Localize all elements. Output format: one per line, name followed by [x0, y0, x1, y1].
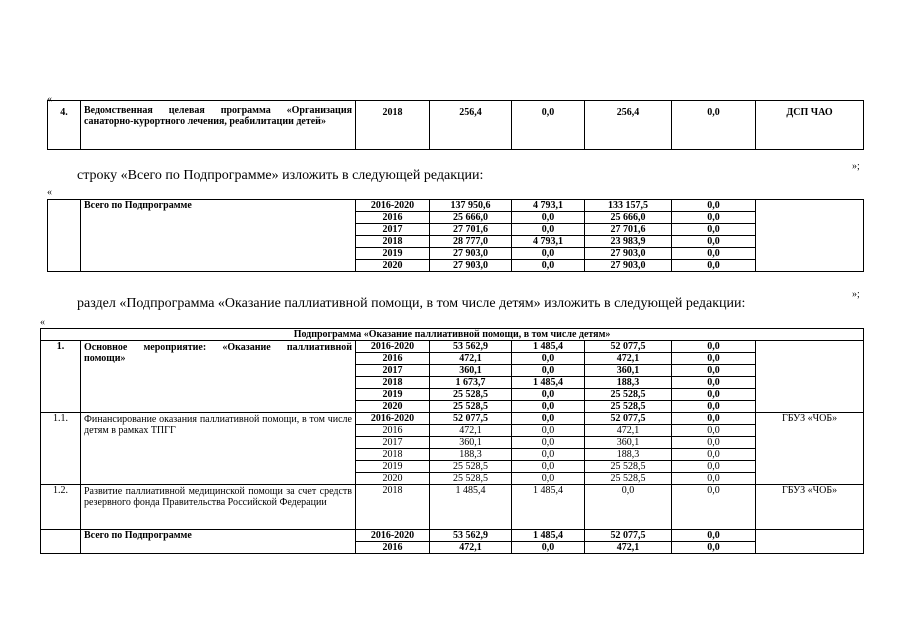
year-cell: 2017 [356, 365, 430, 377]
other-cell: 0,0 [672, 224, 756, 236]
row-description: Ведомственная целевая программа «Организация санаторно-курортного лечения, реабилитации детей» [81, 101, 356, 150]
federal-cell: 0,0 [512, 248, 585, 260]
row-number: 1. [41, 341, 81, 413]
other-cell: 0,0 [672, 473, 756, 485]
empty-number-cell [48, 200, 81, 272]
regional-cell: 25 528,5 [585, 401, 672, 413]
other-cell: 0,0 [672, 425, 756, 437]
other-cell: 0,0 [672, 341, 756, 353]
federal-cell: 1 485,4 [512, 485, 585, 530]
regional-cell: 360,1 [585, 437, 672, 449]
total-cell: 472,1 [430, 425, 512, 437]
federal-cell: 0,0 [512, 353, 585, 365]
year-cell: 2016 [356, 542, 430, 554]
paragraph-replace-section: раздел «Подпрограмма «Оказание паллиативной помощи, в том числе детям» изложить в следующей редакции: [77, 296, 746, 311]
federal-cell: 0,0 [512, 413, 585, 425]
other-cell: 0,0 [672, 101, 756, 150]
empty-executor-cell [756, 341, 864, 413]
federal-cell: 4 793,1 [512, 200, 585, 212]
other-cell: 0,0 [672, 365, 756, 377]
table-palliative-subprogram [40, 328, 864, 554]
empty-number-cell [41, 530, 81, 554]
year-cell: 2018 [356, 236, 430, 248]
regional-cell: 52 077,5 [585, 341, 672, 353]
other-cell: 0,0 [672, 236, 756, 248]
total-cell: 25 528,5 [430, 461, 512, 473]
total-cell: 53 562,9 [430, 341, 512, 353]
open-quote-2: « [47, 187, 52, 198]
federal-cell: 0,0 [512, 401, 585, 413]
table-row [41, 329, 864, 341]
other-cell: 0,0 [672, 389, 756, 401]
regional-cell: 52 077,5 [585, 413, 672, 425]
close-quote-2: »; [852, 289, 860, 300]
federal-cell: 0,0 [512, 542, 585, 554]
regional-cell: 52 077,5 [585, 530, 672, 542]
regional-cell: 188,3 [585, 449, 672, 461]
year-cell: 2017 [356, 437, 430, 449]
total-cell: 27 701,6 [430, 224, 512, 236]
year-cell: 2016-2020 [356, 413, 430, 425]
table-row [48, 101, 864, 150]
row-number: 4. [48, 101, 81, 150]
other-cell: 0,0 [672, 200, 756, 212]
other-cell: 0,0 [672, 530, 756, 542]
regional-cell: 27 903,0 [585, 248, 672, 260]
executor-cell: ДСП ЧАО [756, 101, 864, 150]
total-cell: 25 528,5 [430, 401, 512, 413]
federal-cell: 0,0 [512, 425, 585, 437]
other-cell: 0,0 [672, 248, 756, 260]
other-cell: 0,0 [672, 461, 756, 473]
year-cell: 2018 [356, 101, 430, 150]
regional-cell: 25 528,5 [585, 389, 672, 401]
total-cell: 360,1 [430, 365, 512, 377]
row-description: Основное мероприятие: «Оказание паллиативной помощи» [81, 341, 356, 413]
table-row [41, 413, 864, 425]
year-cell: 2018 [356, 485, 430, 530]
year-cell: 2017 [356, 224, 430, 236]
other-cell: 0,0 [672, 485, 756, 530]
total-cell: 472,1 [430, 353, 512, 365]
federal-cell: 0,0 [512, 365, 585, 377]
row-number: 1.1. [41, 413, 81, 485]
year-cell: 2020 [356, 401, 430, 413]
other-cell: 0,0 [672, 260, 756, 272]
total-cell: 52 077,5 [430, 413, 512, 425]
total-cell: 188,3 [430, 449, 512, 461]
close-quote-1: »; [852, 161, 860, 172]
year-cell: 2019 [356, 461, 430, 473]
subprogram-header: Подпрограмма «Оказание паллиативной помощи, в том числе детям» [41, 329, 864, 341]
year-cell: 2016 [356, 353, 430, 365]
federal-cell: 0,0 [512, 224, 585, 236]
other-cell: 0,0 [672, 377, 756, 389]
other-cell: 0,0 [672, 401, 756, 413]
total-cell: 25 666,0 [430, 212, 512, 224]
table-row [41, 485, 864, 530]
federal-cell: 1 485,4 [512, 530, 585, 542]
executor-cell: ГБУЗ «ЧОБ» [756, 485, 864, 530]
federal-cell: 0,0 [512, 473, 585, 485]
total-cell: 53 562,9 [430, 530, 512, 542]
regional-cell: 27 701,6 [585, 224, 672, 236]
other-cell: 0,0 [672, 353, 756, 365]
regional-cell: 25 528,5 [585, 473, 672, 485]
regional-cell: 27 903,0 [585, 260, 672, 272]
regional-cell: 25 528,5 [585, 461, 672, 473]
regional-cell: 23 983,9 [585, 236, 672, 248]
year-cell: 2016 [356, 425, 430, 437]
total-cell: 256,4 [430, 101, 512, 150]
regional-cell: 0,0 [585, 485, 672, 530]
total-cell: 27 903,0 [430, 248, 512, 260]
total-cell: 1 485,4 [430, 485, 512, 530]
row-number: 1.2. [41, 485, 81, 530]
table-program-4 [47, 100, 864, 150]
table-row [41, 341, 864, 353]
regional-cell: 472,1 [585, 425, 672, 437]
regional-cell: 472,1 [585, 542, 672, 554]
year-cell: 2018 [356, 377, 430, 389]
total-cell: 1 673,7 [430, 377, 512, 389]
total-cell: 28 777,0 [430, 236, 512, 248]
year-cell: 2016-2020 [356, 200, 430, 212]
year-cell: 2018 [356, 449, 430, 461]
row-description: Развитие паллиативной медицинской помощи за счет средств резервного фонда Правительства Российской Федерации [81, 485, 356, 530]
other-cell: 0,0 [672, 413, 756, 425]
executor-cell: ГБУЗ «ЧОБ» [756, 413, 864, 485]
federal-cell: 4 793,1 [512, 236, 585, 248]
regional-cell: 472,1 [585, 353, 672, 365]
other-cell: 0,0 [672, 212, 756, 224]
federal-cell: 0,0 [512, 389, 585, 401]
other-cell: 0,0 [672, 449, 756, 461]
empty-executor-cell [756, 530, 864, 554]
regional-cell: 133 157,5 [585, 200, 672, 212]
regional-cell: 25 666,0 [585, 212, 672, 224]
total-cell: 360,1 [430, 437, 512, 449]
row-description: Финансирование оказания паллиативной помощи, в том числе детям в рамках ТПГГ [81, 413, 356, 485]
total-cell: 27 903,0 [430, 260, 512, 272]
federal-cell: 0,0 [512, 101, 585, 150]
paragraph-replace-total: строку «Всего по Подпрограмме» изложить в следующей редакции: [77, 168, 484, 183]
federal-cell: 1 485,4 [512, 341, 585, 353]
year-cell: 2016-2020 [356, 341, 430, 353]
total-cell: 472,1 [430, 542, 512, 554]
other-cell: 0,0 [672, 542, 756, 554]
year-cell: 2020 [356, 260, 430, 272]
total-cell: 25 528,5 [430, 389, 512, 401]
table-total-subprogram [47, 199, 864, 272]
year-cell: 2020 [356, 473, 430, 485]
federal-cell: 0,0 [512, 461, 585, 473]
total-label: Всего по Подпрограмме [81, 530, 356, 554]
year-cell: 2016 [356, 212, 430, 224]
federal-cell: 0,0 [512, 449, 585, 461]
federal-cell: 1 485,4 [512, 377, 585, 389]
other-cell: 0,0 [672, 437, 756, 449]
total-cell: 25 528,5 [430, 473, 512, 485]
open-quote-1: « [47, 94, 52, 105]
federal-cell: 0,0 [512, 212, 585, 224]
federal-cell: 0,0 [512, 437, 585, 449]
year-cell: 2016-2020 [356, 530, 430, 542]
year-cell: 2019 [356, 248, 430, 260]
table-row [48, 200, 864, 212]
total-cell: 137 950,6 [430, 200, 512, 212]
federal-cell: 0,0 [512, 260, 585, 272]
empty-executor-cell [756, 200, 864, 272]
open-quote-3: « [40, 317, 45, 328]
regional-cell: 360,1 [585, 365, 672, 377]
regional-cell: 256,4 [585, 101, 672, 150]
total-label: Всего по Подпрограмме [81, 200, 356, 272]
regional-cell: 188,3 [585, 377, 672, 389]
year-cell: 2019 [356, 389, 430, 401]
table-row [41, 530, 864, 542]
